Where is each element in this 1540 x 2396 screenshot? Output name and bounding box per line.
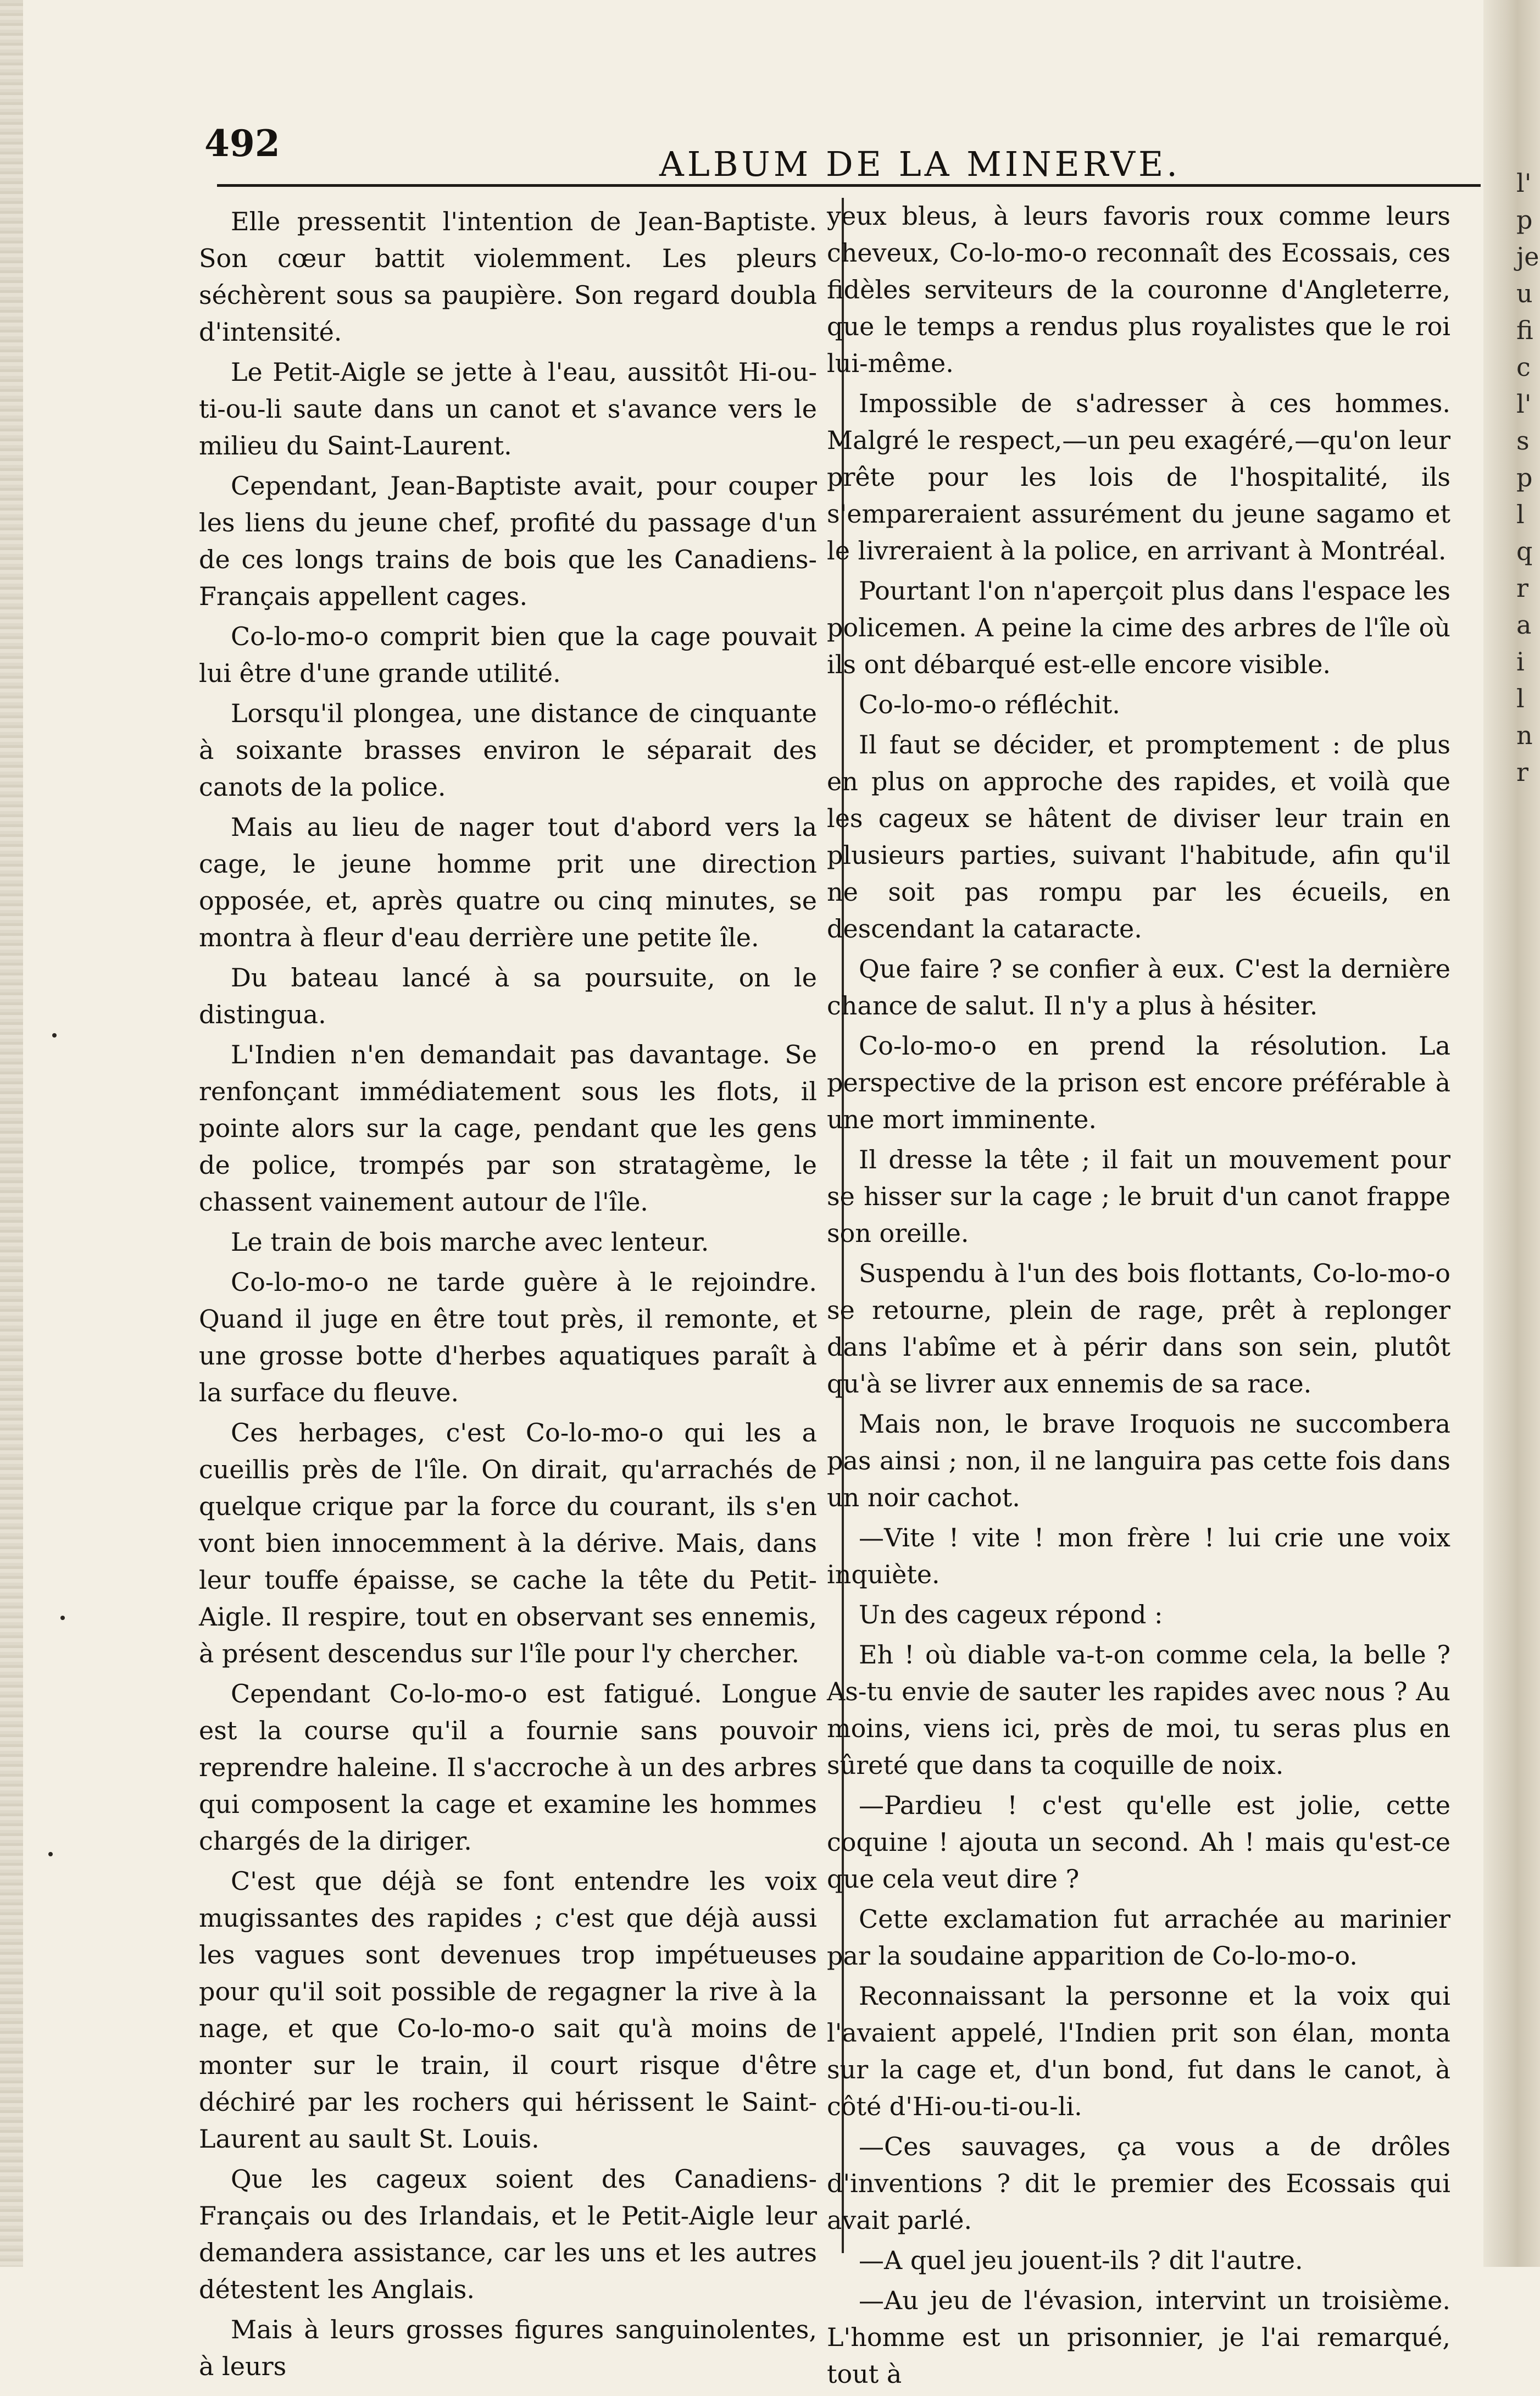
paragraph: Cependant, Jean-Baptiste avait, pour couper les liens du jeune chef, profité du passage d'un de ces longs trains de bois que les Canadiens-Français appellent cages.	[199, 471, 817, 611]
paragraph: Il dresse la tête ; il fait un mouvement pour se hisser sur la cage ; le bruit d'un canot frappe son oreille.	[827, 1145, 1450, 1248]
bleed-fragment: n	[1516, 720, 1533, 750]
bleed-fragment: p	[1516, 463, 1533, 492]
paragraph: Que faire ? se confier à eux. C'est la dernière chance de salut. Il n'y a plus à hésiter.	[827, 954, 1450, 1020]
paragraph: Elle pressentit l'intention de Jean-Baptiste. Son cœur battit violemment. Les pleurs séchèrent sous sa paupière. Son regard doubla d'intensité.	[199, 207, 817, 347]
paragraph: —Au jeu de l'évasion, intervint un troisième. L'homme est un prisonnier, je l'ai remarqué, tout à	[827, 2286, 1450, 2389]
paragraph: Il faut se décider, et promptement : de plus en plus on approche des rapides, et voilà que les cageux se hâtent de diviser leur train en plusieurs parties, suivant l'habitude, afin qu'il ne soit pas rompu par les écueils, en descendant la cataracte.	[827, 730, 1450, 944]
paragraph: Eh ! où diable va-t-on comme cela, la belle ? As-tu envie de sauter les rapides avec nous ? Au moins, viens ici, près de moi, tu seras plus en sûreté que dans ta coquille de noix.	[827, 1640, 1450, 1780]
scan-left-edge	[0, 0, 23, 2267]
scan-speck	[60, 1616, 65, 1620]
bleed-fragment: je	[1516, 242, 1539, 271]
bleed-fragment: p	[1516, 205, 1533, 235]
header-rule	[217, 184, 1481, 187]
paragraph: Mais non, le brave Iroquois ne succombera pas ainsi ; non, il ne languira pas cette fois dans un noir cachot.	[827, 1409, 1450, 1512]
right-column	[827, 198, 1450, 2396]
paragraph: Mais à leurs grosses figures sanguinolentes, à leurs	[199, 2315, 817, 2381]
bleed-fragment: i	[1516, 647, 1525, 676]
scan-speck	[48, 1852, 53, 1856]
paragraph: C'est que déjà se font entendre les voix mugissantes des rapides ; c'est que déjà aussi les vagues sont devenues trop impétueuses pour qu'il soit possible de regagner la rive à la nage, et que Co-lo-mo-o sait qu'à moins de monter sur le train, il court risque d'être déchiré par les rochers qui hérissent le Saint-Laurent au sault St. Louis.	[199, 1866, 817, 2154]
paragraph: Le train de bois marche avec lenteur.	[231, 1227, 709, 1257]
page-number: 492	[204, 122, 280, 165]
paragraph: Lorsqu'il plongea, une distance de cinquante à soixante brasses environ le séparait des canots de la police.	[199, 698, 817, 802]
paragraph: Cependant Co-lo-mo-o est fatigué. Longue est la course qu'il a fournie sans pouvoir reprendre haleine. Il s'accroche à un des arbres qui composent la cage et examine les hommes chargés de la diriger.	[199, 1679, 817, 1856]
paragraph: —Vite ! vite ! mon frère ! lui crie une voix inquiète.	[827, 1523, 1450, 1589]
bleed-fragment: q	[1516, 536, 1533, 566]
bleed-fragment: l'	[1516, 168, 1532, 198]
paragraph: —Ces sauvages, ça vous a de drôles d'inventions ? dit le premier des Ecossais qui avait parlé.	[827, 2132, 1450, 2235]
paragraph: Que les cageux soient des Canadiens-Français ou des Irlandais, et le Petit-Aigle leur demandera assistance, car les uns et les autres détestent les Anglais.	[199, 2164, 817, 2304]
bleed-fragment: r	[1516, 573, 1528, 603]
paragraph: Impossible de s'adresser à ces hommes. Malgré le respect,—un peu exagéré,—qu'on leur prête pour les lois de l'hospitalité, ils s'empareraient assurément du jeune sagamo et le livreraient à la police, en arrivant à Montréal.	[827, 389, 1450, 565]
paragraph: yeux bleus, à leurs favoris roux comme leurs cheveux, Co-lo-mo-o reconnaît des Ecossais, ces fidèles serviteurs de la couronne d'Angleterre, que le temps a rendus plus royalistes que le roi lui-même.	[827, 201, 1450, 378]
bleed-fragment: a	[1516, 610, 1532, 640]
bleed-fragment: fi	[1516, 315, 1533, 345]
running-title: ALBUM DE LA MINERVE.	[659, 144, 1181, 184]
paragraph: Reconnaissant la personne et la voix qui l'avaient appelé, l'Indien prit son élan, monta sur la cage et, d'un bond, fut dans le canot, à côté d'Hi-ou-ti-ou-li.	[827, 1981, 1450, 2121]
paragraph: Le Petit-Aigle se jette à l'eau, aussitôt Hi-ou-ti-ou-li saute dans un canot et s'avance vers le milieu du Saint-Laurent.	[199, 357, 817, 461]
paragraph: Mais au lieu de nager tout d'abord vers la cage, le jeune homme prit une direction opposée, et, après quatre ou cinq minutes, se montra à fleur d'eau derrière une petite île.	[199, 812, 817, 952]
bleed-fragment: r	[1516, 757, 1528, 787]
paragraph: Ces herbages, c'est Co-lo-mo-o qui les a cueillis près de l'île. On dirait, qu'arrachés de quelque crique par la force du courant, ils s'en vont bien innocemment à la dérive. Mais, dans leur touffe épaisse, se cache la tête du Petit-Aigle. Il respire, tout en observant ses ennemis, à présent descendus sur l'île pour l'y chercher.	[199, 1418, 817, 1668]
paragraph: Du bateau lancé à sa poursuite, on le distingua.	[199, 963, 817, 1029]
paragraph: Co-lo-mo-o réfléchit.	[859, 690, 1120, 719]
bleed-fragment: s	[1516, 426, 1530, 456]
next-page-bleed	[1516, 165, 1538, 791]
paragraph: Suspendu à l'un des bois flottants, Co-lo-mo-o se retourne, plein de rage, prêt à replonger dans l'abîme et à périr dans son sein, plutôt qu'à se livrer aux ennemis de sa race.	[827, 1258, 1450, 1399]
bleed-fragment: l	[1516, 684, 1525, 713]
bleed-fragment: c	[1516, 352, 1531, 382]
paragraph: Un des cageux répond :	[859, 1600, 1163, 1629]
scan-speck	[52, 1033, 57, 1038]
bleed-fragment: l'	[1516, 389, 1532, 419]
paragraph: Co-lo-mo-o en prend la résolution. La perspective de la prison est encore préférable à une mort imminente.	[827, 1031, 1450, 1134]
paragraph: L'Indien n'en demandait pas davantage. Se renfonçant immédiatement sous les flots, il pointe alors sur la cage, pendant que les gens de police, trompés par son stratagème, le chassent vainement autour de l'île.	[199, 1040, 817, 1217]
paragraph: Cette exclamation fut arrachée au marinier par la soudaine apparition de Co-lo-mo-o.	[827, 1904, 1450, 1971]
left-column	[199, 203, 817, 2388]
paragraph: Co-lo-mo-o ne tarde guère à le rejoindre. Quand il juge en être tout près, il remonte, et une grosse botte d'herbes aquatiques paraît à la surface du fleuve.	[199, 1267, 817, 1407]
paragraph: —A quel jeu jouent-ils ? dit l'autre.	[859, 2245, 1303, 2275]
bleed-fragment: u	[1516, 279, 1533, 308]
paragraph: Co-lo-mo-o comprit bien que la cage pouvait lui être d'une grande utilité.	[199, 622, 817, 688]
paragraph: —Pardieu ! c'est qu'elle est jolie, cette coquine ! ajouta un second. Ah ! mais qu'est-ce que cela veut dire ?	[827, 1790, 1450, 1894]
paragraph: Pourtant l'on n'aperçoit plus dans l'espace les policemen. A peine la cime des arbres de l'île où ils ont débarqué est-elle encore visible.	[827, 576, 1450, 679]
bleed-fragment: l	[1516, 500, 1525, 529]
